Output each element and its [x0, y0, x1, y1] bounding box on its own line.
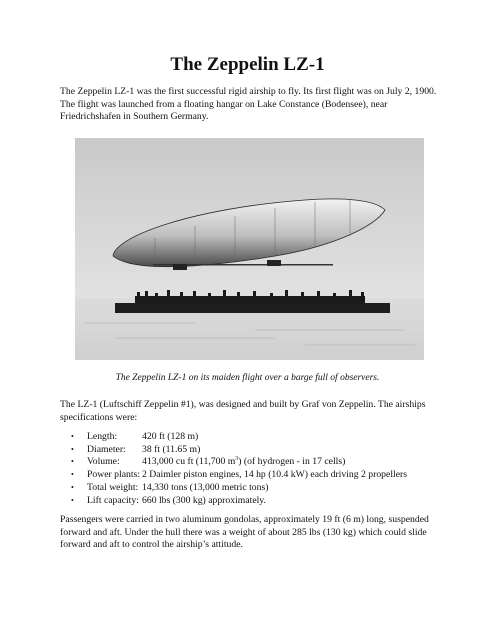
observer-barge	[115, 303, 390, 313]
zeppelin-photo	[75, 138, 424, 360]
gondola-fore	[173, 264, 187, 270]
spec-value: 2 Daimler piston engines, 14 hp (10.4 kW) each driving 2 propellers	[142, 469, 407, 481]
spec-item-length	[71, 431, 407, 444]
spec-label: Power plants:	[87, 469, 141, 481]
spec-label: Diameter:	[87, 443, 126, 455]
closing-paragraph: Passengers were carried in two aluminum gondolas, approximately 19 ft (6 m) long, suspended forward and aft. Under the hull there was a weight of about 285 lbs (130 kg) which could slide forward and aft to control the airship’s attitude.	[60, 514, 429, 551]
bullet-icon: •	[71, 495, 74, 505]
photo-caption: The Zeppelin LZ-1 on its maiden flight over a barge full of observers.	[115, 373, 380, 383]
page-title: The Zeppelin LZ-1	[170, 54, 325, 75]
spec-item-diameter	[71, 443, 407, 457]
spec-superscript: 3	[235, 456, 239, 463]
spec-value-suffix: ) (of hydrogen - in 17 cells)	[238, 456, 346, 468]
spec-item-volume	[71, 456, 407, 469]
spec-value: 660 lbs (300 kg) approximately.	[142, 494, 266, 506]
spec-item-power-plants	[71, 469, 407, 482]
spec-item-total-weight	[71, 481, 407, 495]
bullet-icon: •	[71, 482, 74, 492]
gondola-aft	[267, 260, 281, 266]
bullet-icon: •	[71, 457, 74, 467]
spec-item-lift-capacity	[71, 494, 407, 508]
spec-label: Lift capacity:	[87, 494, 139, 506]
spec-value: 420 ft (128 m)	[142, 431, 199, 442]
spec-value: 38 ft (11.65 m)	[142, 443, 201, 455]
spec-label: Volume:	[87, 456, 120, 468]
bullet-icon: •	[71, 444, 74, 454]
spec-label: Length:	[87, 431, 118, 442]
zeppelin-illustration	[75, 138, 424, 360]
specifications-list	[71, 431, 407, 507]
specs-intro-paragraph: The LZ-1 (Luftschiff Zeppelin #1), was designed and built by Graf von Zeppelin. The airships specifications were:	[60, 399, 426, 423]
bullet-icon: •	[71, 470, 74, 480]
spec-label: Total weight:	[87, 481, 139, 493]
spec-value: 14,330 tons (13,000 metric tons)	[142, 481, 269, 493]
spec-value: 413,000 cu ft (11,700 m	[142, 456, 236, 468]
intro-paragraph: The Zeppelin LZ-1 was the first successful rigid airship to fly. Its first flight was on July 2, 1900. The flight was launched from a floating hangar on Lake Constance (Bodensee), near Friedrichshafen in Southern Germany.	[60, 86, 437, 123]
bullet-icon: •	[71, 432, 74, 441]
